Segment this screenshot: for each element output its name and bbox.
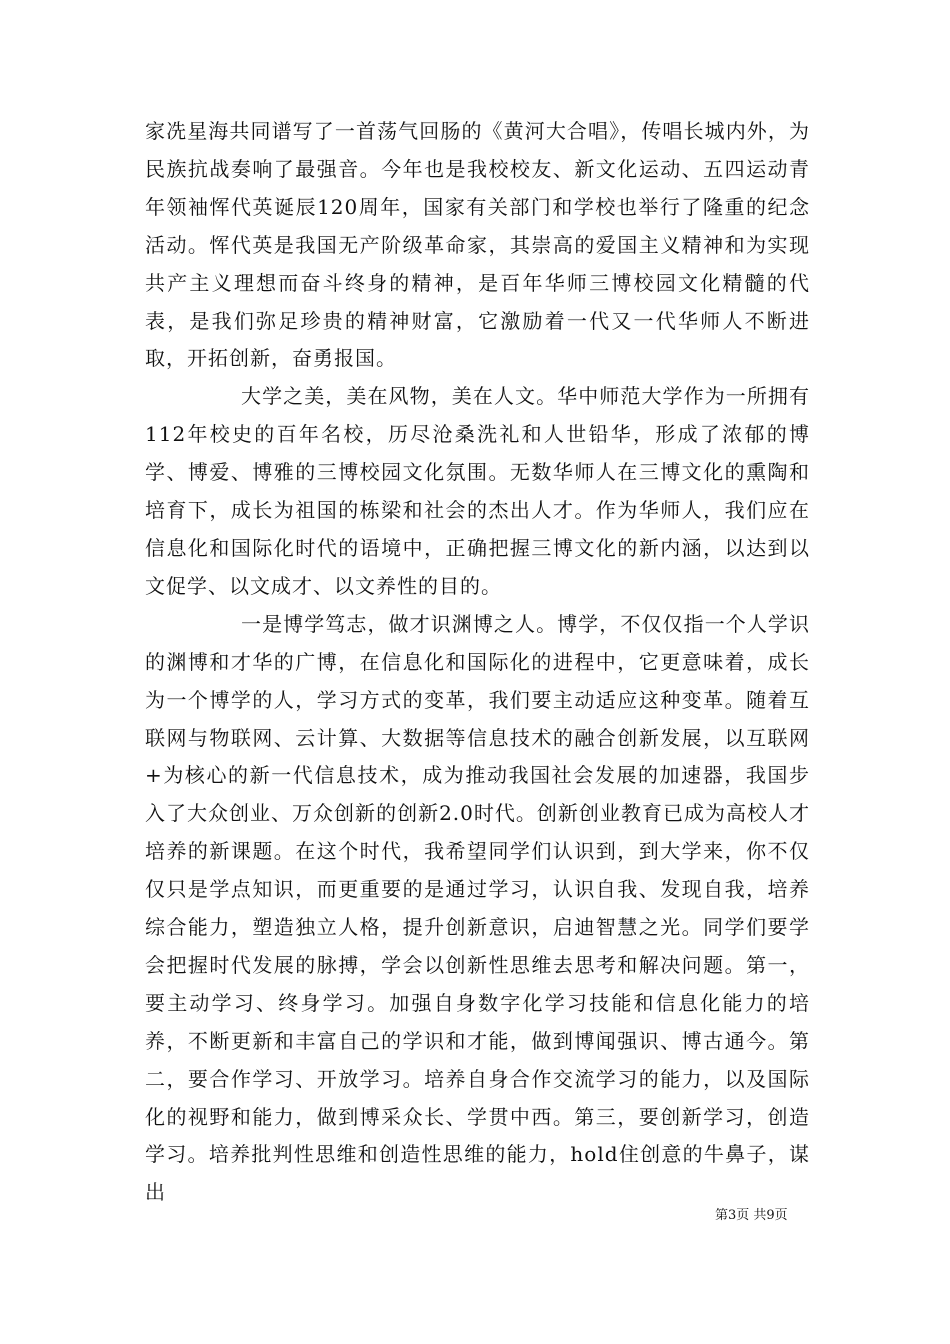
page-number-footer: 第3页 共9页 (715, 1208, 788, 1223)
paragraph-2: 大学之美，美在风物，美在人文。华中师范大学作为一所拥有112年校史的百年名校，历尽沧桑洗礼和人世铅华，形成了浓郁的博学、博爱、博雅的三博校园文化氛围。无数华师人在三博文化的熏陶和培育下，成长为祖国的栋梁和社会的杰出人才。作为华师人，我们应在信息化和国际化时代的语境中，正确把握三博文化的新内涵，以达到以文促学、以文成才、以文养性的目的。 (145, 384, 810, 598)
paragraph-1: 家冼星海共同谱写了一首荡气回肠的《黄河大合唱》，传唱长城内外，为民族抗战奏响了最强音。今年也是我校校友、新文化运动、五四运动青年领袖恽代英诞辰120周年，国家有关部门和学校也举行了隆重的纪念活动。恽代英是我国无产阶级革命家，其崇高的爱国主义精神和为实现共产主义理想而奋斗终身的精神，是百年华师三博校园文化精髓的代表，是我们弥足珍贵的精神财富，它激励着一代又一代华师人不断进取，开拓创新，奋勇报国。 (145, 119, 810, 371)
document-body (145, 113, 810, 1212)
paragraph-3: 一是博学笃志，做才识渊博之人。博学，不仅仅指一个人学识的渊博和才华的广博，在信息化和国际化的进程中，它更意味着，成长为一个博学的人，学习方式的变革，我们要主动适应这种变革。随着互联网与物联网、云计算、大数据等信息技术的融合创新发展，以互联网+为核心的新一代信息技术，成为推动我国社会发展的加速器，我国步入了大众创业、万众创新的创新2.0时代。创新创业教育已成为高校人才培养的新课题。在这个时代，我希望同学们认识到，到大学来，你不仅仅只是学点知识，而更重要的是通过学习，认识自我、发现自我，培养综合能力，塑造独立人格，提升创新意识，启迪智慧之光。同学们要学会把握时代发展的脉搏，学会以创新性思维去思考和解决问题。第一，要主动学习、终身学习。加强自身数字化学习技能和信息化能力的培养，不断更新和丰富自己的学识和才能，做到博闻强识、博古通今。第二，要合作学习、开放学习。培养自身合作交流学习的能力，以及国际化的视野和能力，做到博采众长、学贯中西。第三，要创新学习，创造学习。培养批判性思维和创造性思维的能力，hold住创意的牛鼻子，谋出 (145, 611, 810, 1205)
